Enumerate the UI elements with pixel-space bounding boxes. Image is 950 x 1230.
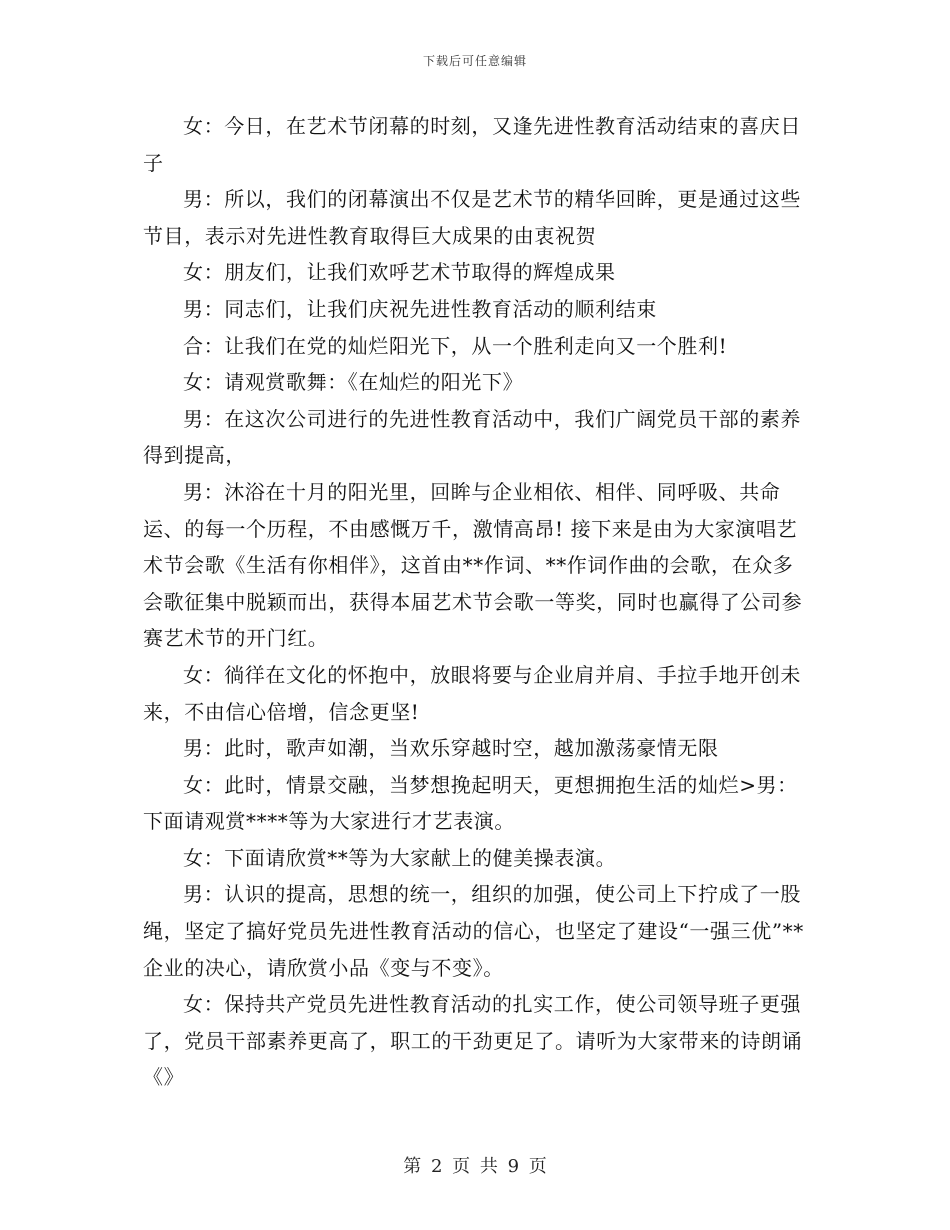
dialogue-paragraph: 合：让我们在党的灿烂阳光下，从一个胜利走向又一个胜利!: [183, 333, 728, 358]
dialogue-paragraph: 男：认识的提高，思想的统一，组织的加强，使公司上下拧成了一股绳，坚定了搞好党员先进性教育活动的信心，也坚定了建设“一强三优”**企业的决心，请欣赏小品《变与不变》。: [143, 882, 804, 980]
page-header: 下载后可任意编辑: [422, 54, 527, 68]
dialogue-paragraph: 男：沐浴在十月的阳光里，回眸与企业相依、相伴、同呼吸、共命运、的每一个历程，不由感慨万千，激情高昂! 接下来是由为大家演唱艺术节会歌《生活有你相伴》，这首由**作词、**作词作曲的会歌，在众多会歌征集中脱颖而出，获得本届艺术节会歌一等奖，同时也赢得了公司参赛艺术节的开门红。: [143, 479, 803, 651]
dialogue-paragraph: 女：今日，在艺术节闭幕的时刻，又逢先进性教育活动结束的喜庆日子: [143, 114, 801, 175]
dialogue-paragraph: 男：同志们，让我们庆祝先进性教育活动的顺利结束: [183, 296, 657, 321]
dialogue-paragraph: 男：所以，我们的闭幕演出不仅是艺术节的精华回眸，更是通过这些节目，表示对先进性教育取得巨大成果的由衷祝贺: [143, 187, 801, 248]
dialogue-paragraph: 女：下面请欣赏**等为大家献上的健美操表演。: [183, 845, 617, 870]
dialogue-paragraph: 女：此时，情景交融，当梦想挽起明天，更想拥抱生活的灿烂>男：下面请观赏****等为大家进行才艺表演。: [143, 772, 798, 834]
dialogue-paragraph: 女：请观赏歌舞：《在灿烂的阳光下》: [183, 370, 524, 395]
dialogue-paragraph: 男：在这次公司进行的先进性教育活动中，我们广阔党员干部的素养得到提高，: [143, 406, 801, 468]
page-number: 第 2 页 共 9 页: [403, 1156, 547, 1177]
dialogue-paragraph: 女：徜徉在文化的怀抱中，放眼将要与企业肩并肩、手拉手地开创未来，不由信心倍增，信念更坚!: [143, 662, 801, 724]
dialogue-paragraph: 女：朋友们，让我们欢呼艺术节取得的辉煌成果: [183, 260, 616, 285]
dialogue-paragraph: 男：此时，歌声如潮，当欢乐穿越时空，越加激荡豪情无限: [183, 736, 719, 761]
document-body: [143, 108, 808, 1096]
dialogue-paragraph: 女：保持共产党员先进性教育活动的扎实工作，使公司领导班子更强了，党员干部素养更高了，职工的干劲更足了。请听为大家带来的诗朗诵《》: [143, 992, 803, 1090]
